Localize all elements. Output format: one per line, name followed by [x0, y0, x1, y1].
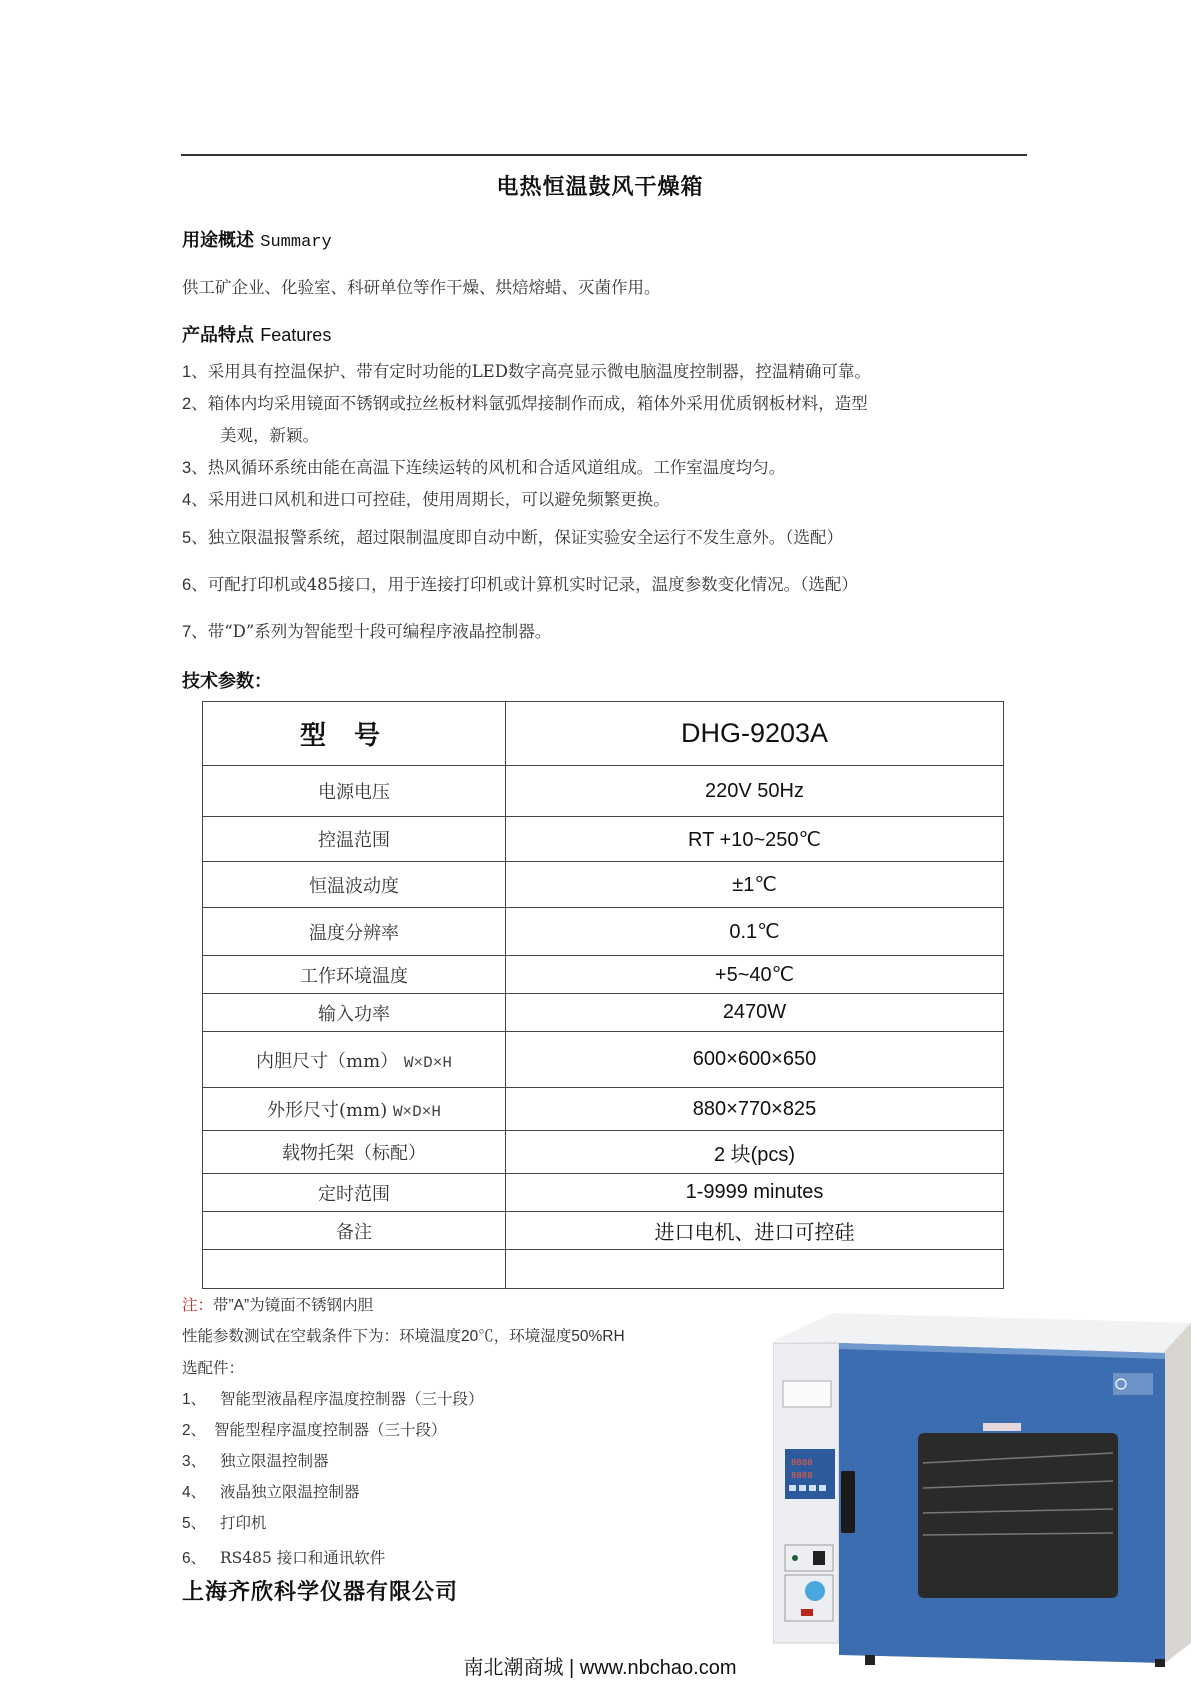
feature-item-1: 1、采用具有控温保护、带有定时功能的LED数字高亮显示微电脑温度控制器，控温精确可靠。 [182, 362, 871, 381]
option-item-2: 2、 智能型程序温度控制器（三十段） [182, 1421, 447, 1439]
spec-header-key: 型号 [203, 702, 506, 766]
document-title: 电热恒温鼓风干燥箱 [496, 174, 704, 200]
features-heading [182, 321, 331, 347]
spec-header-row [203, 702, 1004, 766]
table-row: 输入功率 2470W [203, 994, 1004, 1032]
table-row: 载物托架（标配） 2 块(pcs) [203, 1131, 1004, 1174]
table-row: 控温范围 RT +10~250℃ [203, 817, 1004, 862]
brand-logo [1113, 1373, 1153, 1395]
table-row: 恒温波动度 ±1℃ [203, 862, 1004, 908]
summary-heading [182, 226, 332, 252]
table-row-empty [203, 1250, 1004, 1289]
table-row: 电源电压 220V 50Hz [203, 766, 1004, 817]
spec-header-value: DHG-9203A [506, 702, 1004, 766]
footer-watermark: 南北潮商城 | www.nbchao.com [463, 1657, 737, 1679]
feature-item-7: 7、带“D”系列为智能型十段可编程序液晶控制器。 [182, 622, 552, 641]
header-rule [181, 154, 1027, 156]
svg-text:8888: 8888 [791, 1458, 813, 1468]
table-row: 温度分辨率 0.1℃ [203, 908, 1004, 956]
option-item-5: 5、 打印机 [182, 1514, 267, 1532]
feature-item-5: 5、独立限温报警系统，超过限制温度即自动中断，保证实验安全运行不发生意外。（选配） [182, 528, 843, 547]
company-name: 上海齐欣科学仪器有限公司 [182, 1579, 459, 1605]
summary-text: 供工矿企业、化验室、科研单位等作干燥、烘焙熔蜡、灭菌作用。 [182, 278, 661, 297]
note-line [182, 1293, 373, 1315]
feature-item-2-continued: 美观，新颖。 [220, 426, 319, 445]
features-heading-cn: 产品特点 [182, 325, 254, 346]
table-row: 定时范围 1-9999 minutes [203, 1174, 1004, 1212]
table-row: 工作环境温度 +5~40℃ [203, 956, 1004, 994]
note-text: 带”A”为镜面不锈钢内胆 [213, 1297, 374, 1314]
spec-table [202, 701, 1004, 1289]
oven-product-image [773, 1313, 1197, 1669]
feature-item-4: 4、采用进口风机和进口可控硅，使用周期长，可以避免频繁更换。 [182, 490, 670, 509]
table-row: 备注 进口电机、进口可控硅 [203, 1212, 1004, 1250]
summary-heading-cn: 用途概述 [182, 230, 254, 251]
table-row: 内胆尺寸（mm） W×D×H 600×600×650 [203, 1032, 1004, 1088]
option-item-6: 6、 RS485 接口和通讯软件 [182, 1549, 386, 1567]
options-heading: 选配件： [182, 1359, 245, 1377]
features-heading-en: Features [260, 325, 332, 345]
feature-item-6: 6、可配打印机或485接口，用于连接打印机或计算机实时记录，温度参数变化情况。（选配） [182, 575, 858, 594]
note-label: 注： [182, 1297, 214, 1314]
option-item-1: 1、 智能型液晶程序温度控制器（三十段） [182, 1390, 484, 1408]
option-item-4: 4、 液晶独立限温控制器 [182, 1483, 360, 1501]
feature-item-3: 3、热风循环系统由能在高温下连续运转的风机和合适风道组成。工作室温度均匀。 [182, 458, 786, 477]
table-row: 外形尺寸(mm) W×D×H 880×770×825 [203, 1088, 1004, 1131]
feature-item-2: 2、箱体内均采用镜面不锈钢或拉丝板材料氩弧焊接制作而成，箱体外采用优质钢板材料，造型 [182, 394, 868, 413]
summary-heading-en: Summary [260, 233, 332, 252]
spec-heading: 技术参数： [182, 671, 272, 692]
performance-note: 性能参数测试在空载条件下为：环境温度20℃，环境湿度50%RH [182, 1328, 625, 1345]
option-item-3: 3、 独立限温控制器 [182, 1452, 329, 1470]
svg-text:8888: 8888 [791, 1471, 813, 1481]
